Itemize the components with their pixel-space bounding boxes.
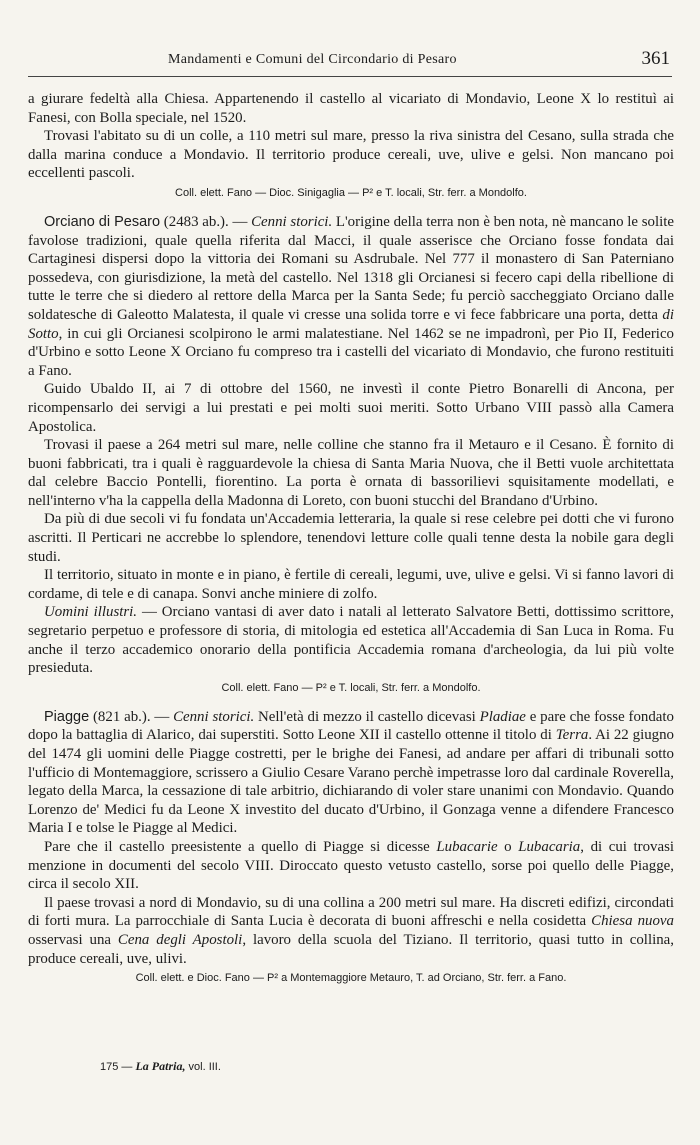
emphasis: Chiesa nuova	[591, 913, 674, 930]
section-label: Uomini illustri.	[44, 604, 138, 621]
paragraph-text: Nell'età di mezzo il castello dicevasi	[254, 708, 480, 725]
paragraph: Il territorio, situato in monte e in piano, è fertile di cereali, legumi, uve, ulive e gelsi. Vi si fanno lavori di cordame, di tele e di canapa. Sonvi anche miniere di zolfo.	[28, 567, 674, 602]
paragraph-text: Pare che il castello preesistente a quello di Piagge si dicesse	[44, 838, 437, 855]
entry-piagge	[28, 708, 674, 838]
work-title: La Patria,	[135, 1059, 186, 1073]
emphasis: di Sotto	[28, 306, 674, 342]
volume: vol. III.	[185, 1061, 221, 1073]
paragraph: Da più di due secoli vi fu fondata un'Accademia letteraria, la quale si rese celebre pei dotti che vi furono ascritti. Il Perticari ne accrebbe lo splendore, tenendovi letture colle quali tenne desta la nobile gara degli studi.	[28, 511, 674, 565]
source-note: Coll. elett. e Dioc. Fano — P² a Montemaggiore Metauro, T. ad Orciano, Str. ferr. a Fano.	[135, 972, 567, 985]
sheet-number: 175 —	[100, 1061, 136, 1073]
page-body	[28, 90, 674, 986]
paragraph-text: , di cui trovasi menzione in documenti del secolo VIII. Diroccato questo vetusto castello, sorse poi quello delle Piagge, circa il secolo XII.	[28, 838, 675, 893]
population: (2483 ab.). —	[160, 213, 252, 230]
page-number: 361	[641, 48, 670, 69]
paragraph-text: osservasi una	[28, 931, 118, 948]
emphasis: Lubacarie	[436, 838, 498, 855]
source-note: Coll. elett. Fano — P² e T. locali, Str. ferr. a Mondolfo.	[221, 681, 481, 694]
paragraph-text: . Ai 22 giugno del 1474 gli uomini delle Piagge costretti, per le brighe dei Fanesi, ad andare per affari di tribunali sotto l'ufficio di Montemaggiore, scrissero a Giulio Cesare Varano perchè impetrasse loro dal cardinale Roverella, legato della Marca, la cessazione di tale arbitrio, dichiarando di voler stare unanimi con Mondavio. Quando Lorenzo de' Medici fu da Leone X investito del ducato d'Urbino, il Gonzaga venne a difendere Francesco Maria I e tolse le Piagge al Medici.	[28, 727, 675, 837]
emphasis: Lubacaria	[518, 838, 581, 855]
entry-title: Orciano di Pesaro	[44, 213, 161, 230]
paragraph-text: , lavoro della scuola del Tiziano. Il territorio, quasi tutto in collina, produce cereali, uve, ulivi.	[28, 931, 674, 967]
source-note: Coll. elett. Fano — Dioc. Sinigaglia — P² e T. locali, Str. ferr. a Mondolfo.	[175, 186, 527, 199]
page-footer	[100, 1059, 221, 1074]
paragraph-text: o	[497, 838, 519, 855]
running-header	[28, 46, 672, 77]
paragraph-text: , in cui gli Orcianesi scolpirono le armi malatestiane. Nel 1462 se ne impadronì, per Pio II, Federico d'Urbino e sotto Leone X Orciano fu compreso tra i castelli del vicariato di Mondavio, che furono restituiti a Fano.	[28, 325, 674, 379]
paragraph-text: L'origine della terra non è ben nota, nè mancano le solite favolose tradizioni, quale quella riferita dal Macci, il quale asserisce che Orciano fosse fondata dai Cartaginesi dispersi dopo la vittoria dei Romani su Asdrubale. Nel 777 il monastero di San Paterniano possedeva, con giurisdizione, la metà del castello. Nel 1318 gli Orcianesi si fecero capi della ribellione di tutte le terre che si diedero al rettore della Marca per la Santa Sede; fu perciò saccheggiato Orciano dalle soldatesche di Galeotto Malatesta, il quale vi cresse una solida torre e vi fece fabbricare una porta, detta	[28, 213, 674, 323]
paragraph-text: — Orciano vantasi di aver dato i natali al letterato Salvatore Betti, dottissimo scrittore, segretario perpetuo e professore di storia, di mitologia ed estetica all'Accademia di San Luca in Roma. Fu anche il terzo accademico onorario della pontificia Accademia romana d'archeologia, da lui più volte presieduta.	[28, 604, 675, 677]
paragraph	[28, 838, 674, 894]
paragraph-illustrious	[28, 603, 674, 677]
entry-orciano	[28, 213, 674, 380]
paragraph	[28, 894, 674, 968]
paragraph: Trovasi l'abitato su di un colle, a 110 metri sul mare, presso la riva sinistra del Cesano, sulla strada che dalla marina conduce a Mondavio. Il territorio produce cereali, uve, ulive e gelsi. Non mancano poi eccellenti pascoli.	[28, 128, 674, 182]
section-label: Cenni storici.	[173, 708, 255, 725]
emphasis: Pladiae	[479, 708, 526, 725]
paragraph: Guido Ubaldo II, ai 7 di ottobre del 1560, ne investì il conte Pietro Bonarelli di Ancona, per ricompensarlo dei servigi a lui prestati e pei molti suoi meriti. Sotto Urbano VIII passò alla Camera Apostolica.	[28, 381, 674, 435]
paragraph: Trovasi il paese a 264 metri sul mare, nelle colline che stanno fra il Metauro e il Cesano. È fornito di buoni fabbricati, tra i quali è ragguardevole la chiesa di Santa Maria Nuova, che il Betti vuole architettata dal celebre Baccio Pontelli, fiorentino. La porta è ornata di bassorilievi squisitamente modellati, e nell'interno v'ha la cappella della Madonna di Loreto, con buoni stucchi del Brandano d'Urbino.	[28, 437, 674, 509]
section-label: Cenni storici.	[251, 213, 333, 230]
running-title: Mandamenti e Comuni del Circondario di Pesaro	[168, 52, 457, 67]
emphasis: Terra	[555, 727, 589, 744]
paragraph-text: e pare che fosse fondato dopo la battaglia di Alarico, dai superstiti. Sotto Leone XII il castello ottenne il titolo di	[28, 708, 674, 744]
population: (821 ab.). —	[89, 708, 174, 725]
emphasis: Cena degli Apostoli	[117, 931, 243, 948]
paragraph: a giurare fedeltà alla Chiesa. Appartenendo il castello al vicariato di Mondavio, Leone X lo restituì ai Fanesi, con Bolla speciale, nel 1520.	[28, 91, 674, 126]
entry-title: Piagge	[44, 708, 90, 725]
paragraph-text: Il paese trovasi a nord di Mondavio, su di una collina a 200 metri sul mare. Ha discreti edifizi, circondati di forti mura. La parrocchiale di Santa Lucia è decorata di buoni affreschi e nella cosidetta	[28, 894, 674, 930]
